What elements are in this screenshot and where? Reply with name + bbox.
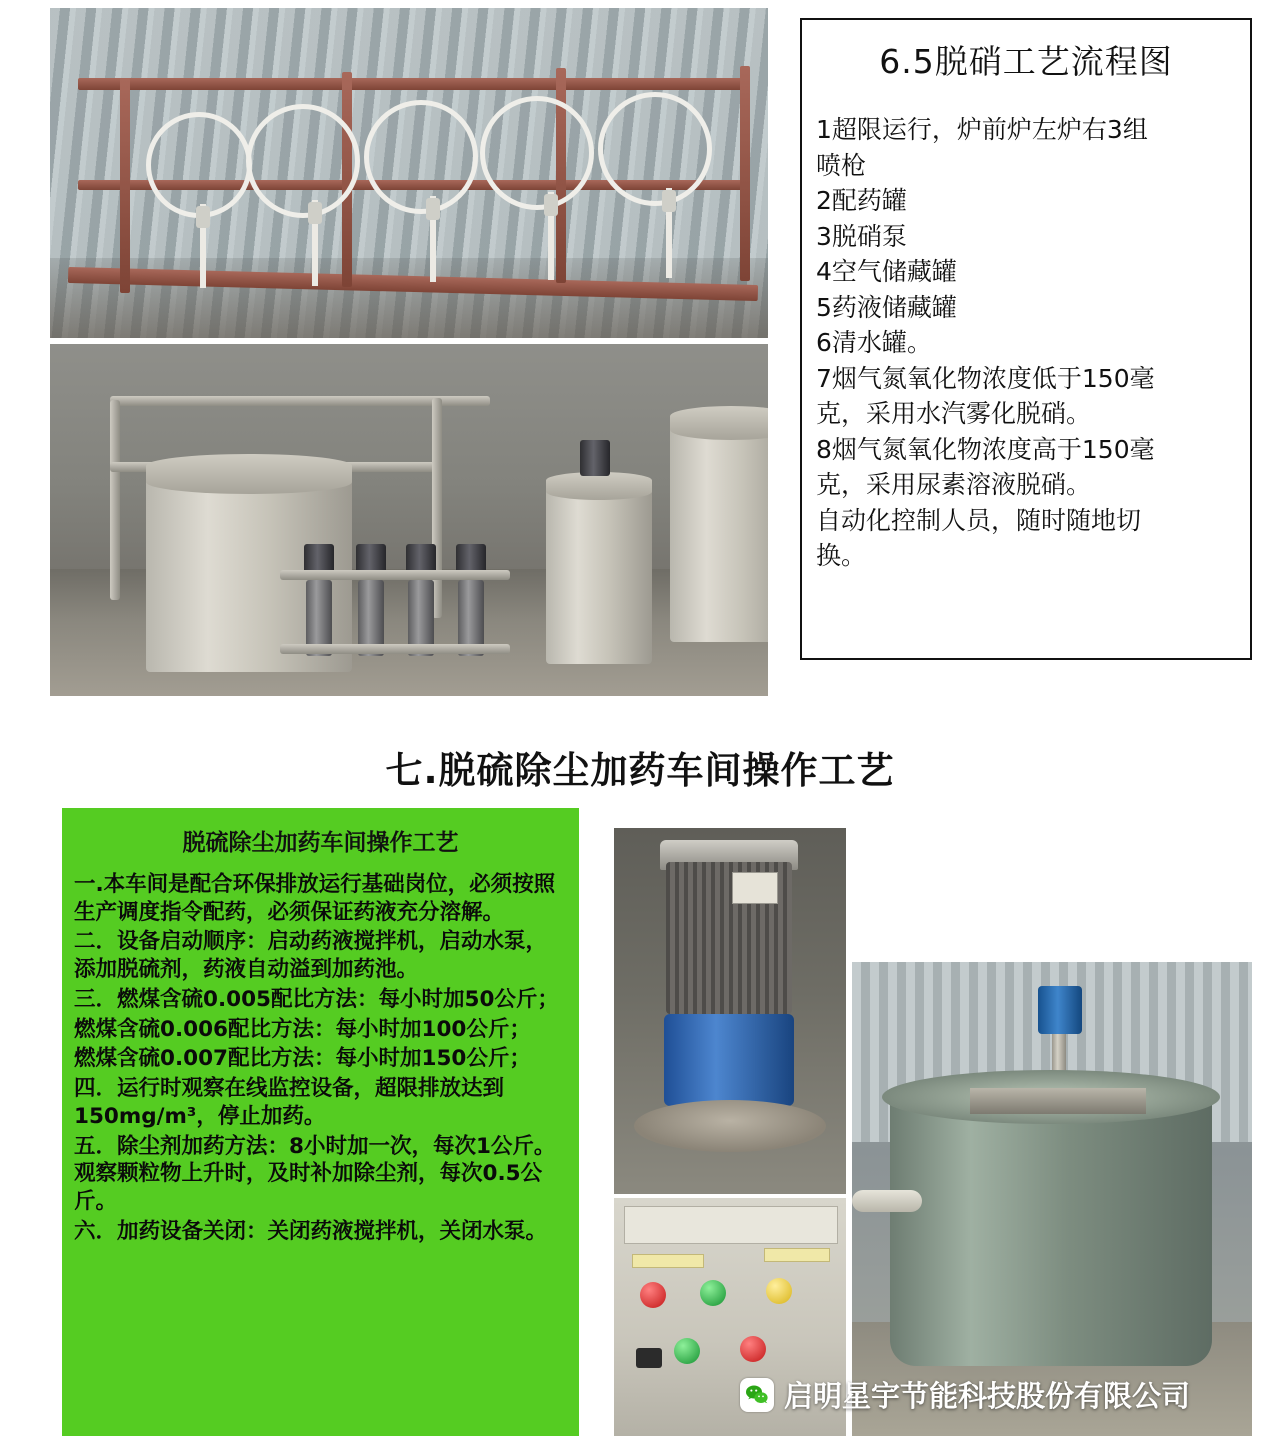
- tank-cross-bridge: [970, 1088, 1146, 1114]
- panel-label-strip-2: [764, 1248, 830, 1262]
- green-panel-body: [74, 871, 567, 1246]
- notebox-line: 4空气储藏罐: [816, 257, 957, 286]
- discharge-manifold: [280, 570, 510, 580]
- start-button-green[interactable]: [674, 1338, 700, 1364]
- section-heading: 七.脱硫除尘加药车间操作工艺: [385, 749, 895, 792]
- motor-mounting-flange: [634, 1100, 826, 1152]
- air-tank-dome: [670, 406, 768, 440]
- notebox-line: 6清水罐。: [816, 328, 932, 357]
- denitration-process-notebox: [800, 18, 1252, 660]
- indicator-lamp-yellow: [766, 1278, 792, 1304]
- footer-brand-text: 启明星宇节能科技股份有限公司: [784, 1379, 1191, 1413]
- workshop-procedure-panel: [62, 808, 579, 1436]
- notebox-line: 3脱硝泵: [816, 221, 907, 251]
- indicator-lamp-red: [640, 1282, 666, 1308]
- agitator-motor-photo: [614, 828, 846, 1194]
- notebox-line: 2配药罐: [816, 186, 907, 215]
- suction-manifold: [280, 644, 510, 654]
- notebox-list: [816, 113, 1236, 574]
- tank-agitator-motor: [1038, 986, 1082, 1034]
- lance-valve-4: [544, 194, 558, 216]
- notebox-line: 8烟气氮氧化物浓度高于150毫: [816, 434, 1155, 464]
- panel-header-card: [624, 1206, 838, 1244]
- lance-valve-1: [196, 206, 210, 228]
- stop-button-red[interactable]: [740, 1336, 766, 1362]
- notebox-line: 5药液储藏罐: [816, 292, 957, 322]
- spray-hose-coil-5: [598, 92, 712, 206]
- indicator-lamp-green: [700, 1280, 726, 1306]
- feed-hose: [852, 1190, 922, 1212]
- handrail-post-1: [120, 78, 130, 293]
- panel-label-strip-1: [632, 1254, 704, 1268]
- handrail-top: [78, 78, 750, 90]
- spray-hose-coil-4: [480, 96, 594, 210]
- footer-brand: [740, 1374, 1190, 1415]
- notebox-line: 1超限运行，炉前炉左炉右3组: [816, 115, 1148, 144]
- green-panel-title: 脱硫除尘加药车间操作工艺: [182, 830, 459, 856]
- spray-lances-photo: [50, 8, 768, 338]
- solution-storage-tank: [546, 484, 652, 664]
- notebox-line: 7烟气氮氧化物浓度低于150毫: [816, 363, 1155, 393]
- notebox-line: 自动化控制人员，随时随地切: [816, 505, 1142, 535]
- notebox-title: 6.5脱硝工艺流程图: [879, 42, 1173, 81]
- procedure-paragraph: 燃煤含硫0.007配比方法：每小时加150公斤；: [74, 1046, 531, 1072]
- motor-nameplate: [732, 872, 778, 904]
- pump-room-photo: [50, 344, 768, 696]
- wall-riser-pipe: [110, 400, 120, 600]
- procedure-paragraph: 二．设备启动顺序：启动药液搅拌机，启动水泵，添加脱硫剂，药液自动溢到加药池。: [74, 929, 548, 983]
- dosing-tank-body: [890, 1090, 1212, 1366]
- air-storage-tank: [670, 422, 768, 642]
- procedure-paragraph: 五．除尘剂加药方法：8小时加一次，每次1公斤。观察颗粒物上升时，及时补加除尘剂，每次0.5公斤。: [74, 1133, 556, 1215]
- lance-valve-2: [308, 202, 322, 224]
- handrail-post-4: [740, 66, 750, 281]
- lance-valve-5: [662, 190, 676, 212]
- spray-hose-coil-1: [146, 112, 252, 218]
- solution-tank-agitator: [580, 440, 610, 476]
- spray-hose-coil-3: [364, 100, 478, 214]
- lance-valve-3: [426, 198, 440, 220]
- top-section: [0, 0, 1280, 710]
- notebox-line: 克，采用水汽雾化脱硝。: [816, 399, 1092, 428]
- dosing-tank-photo: [852, 962, 1252, 1436]
- procedure-paragraph: 燃煤含硫0.006配比方法：每小时加100公斤；: [74, 1016, 531, 1042]
- notebox-line: 克，采用尿素溶液脱硝。: [816, 470, 1092, 499]
- spray-hose-coil-2: [246, 104, 360, 218]
- mixing-tank-lid: [146, 454, 352, 494]
- panel-switch[interactable]: [636, 1348, 662, 1368]
- notebox-line: 换。: [816, 541, 867, 570]
- procedure-paragraph: 一.本车间是配合环保排放运行基础岗位，必须按照生产调度指令配药，必须保证药液充分溶解。: [74, 872, 556, 925]
- procedure-paragraph: 四．运行时观察在线监控设备，超限排放达到150mg/m³，停止加药。: [74, 1076, 505, 1129]
- notebox-line: 喷枪: [816, 150, 867, 180]
- gearbox-blue: [664, 1014, 794, 1106]
- wechat-icon: [740, 1378, 774, 1412]
- solution-tank-lid: [546, 472, 652, 500]
- procedure-paragraph: 三．燃煤含硫0.005配比方法：每小时加50公斤；: [74, 986, 559, 1012]
- procedure-paragraph: 六．加药设备关闭：关闭药液搅拌机，关闭水泵。: [74, 1218, 548, 1244]
